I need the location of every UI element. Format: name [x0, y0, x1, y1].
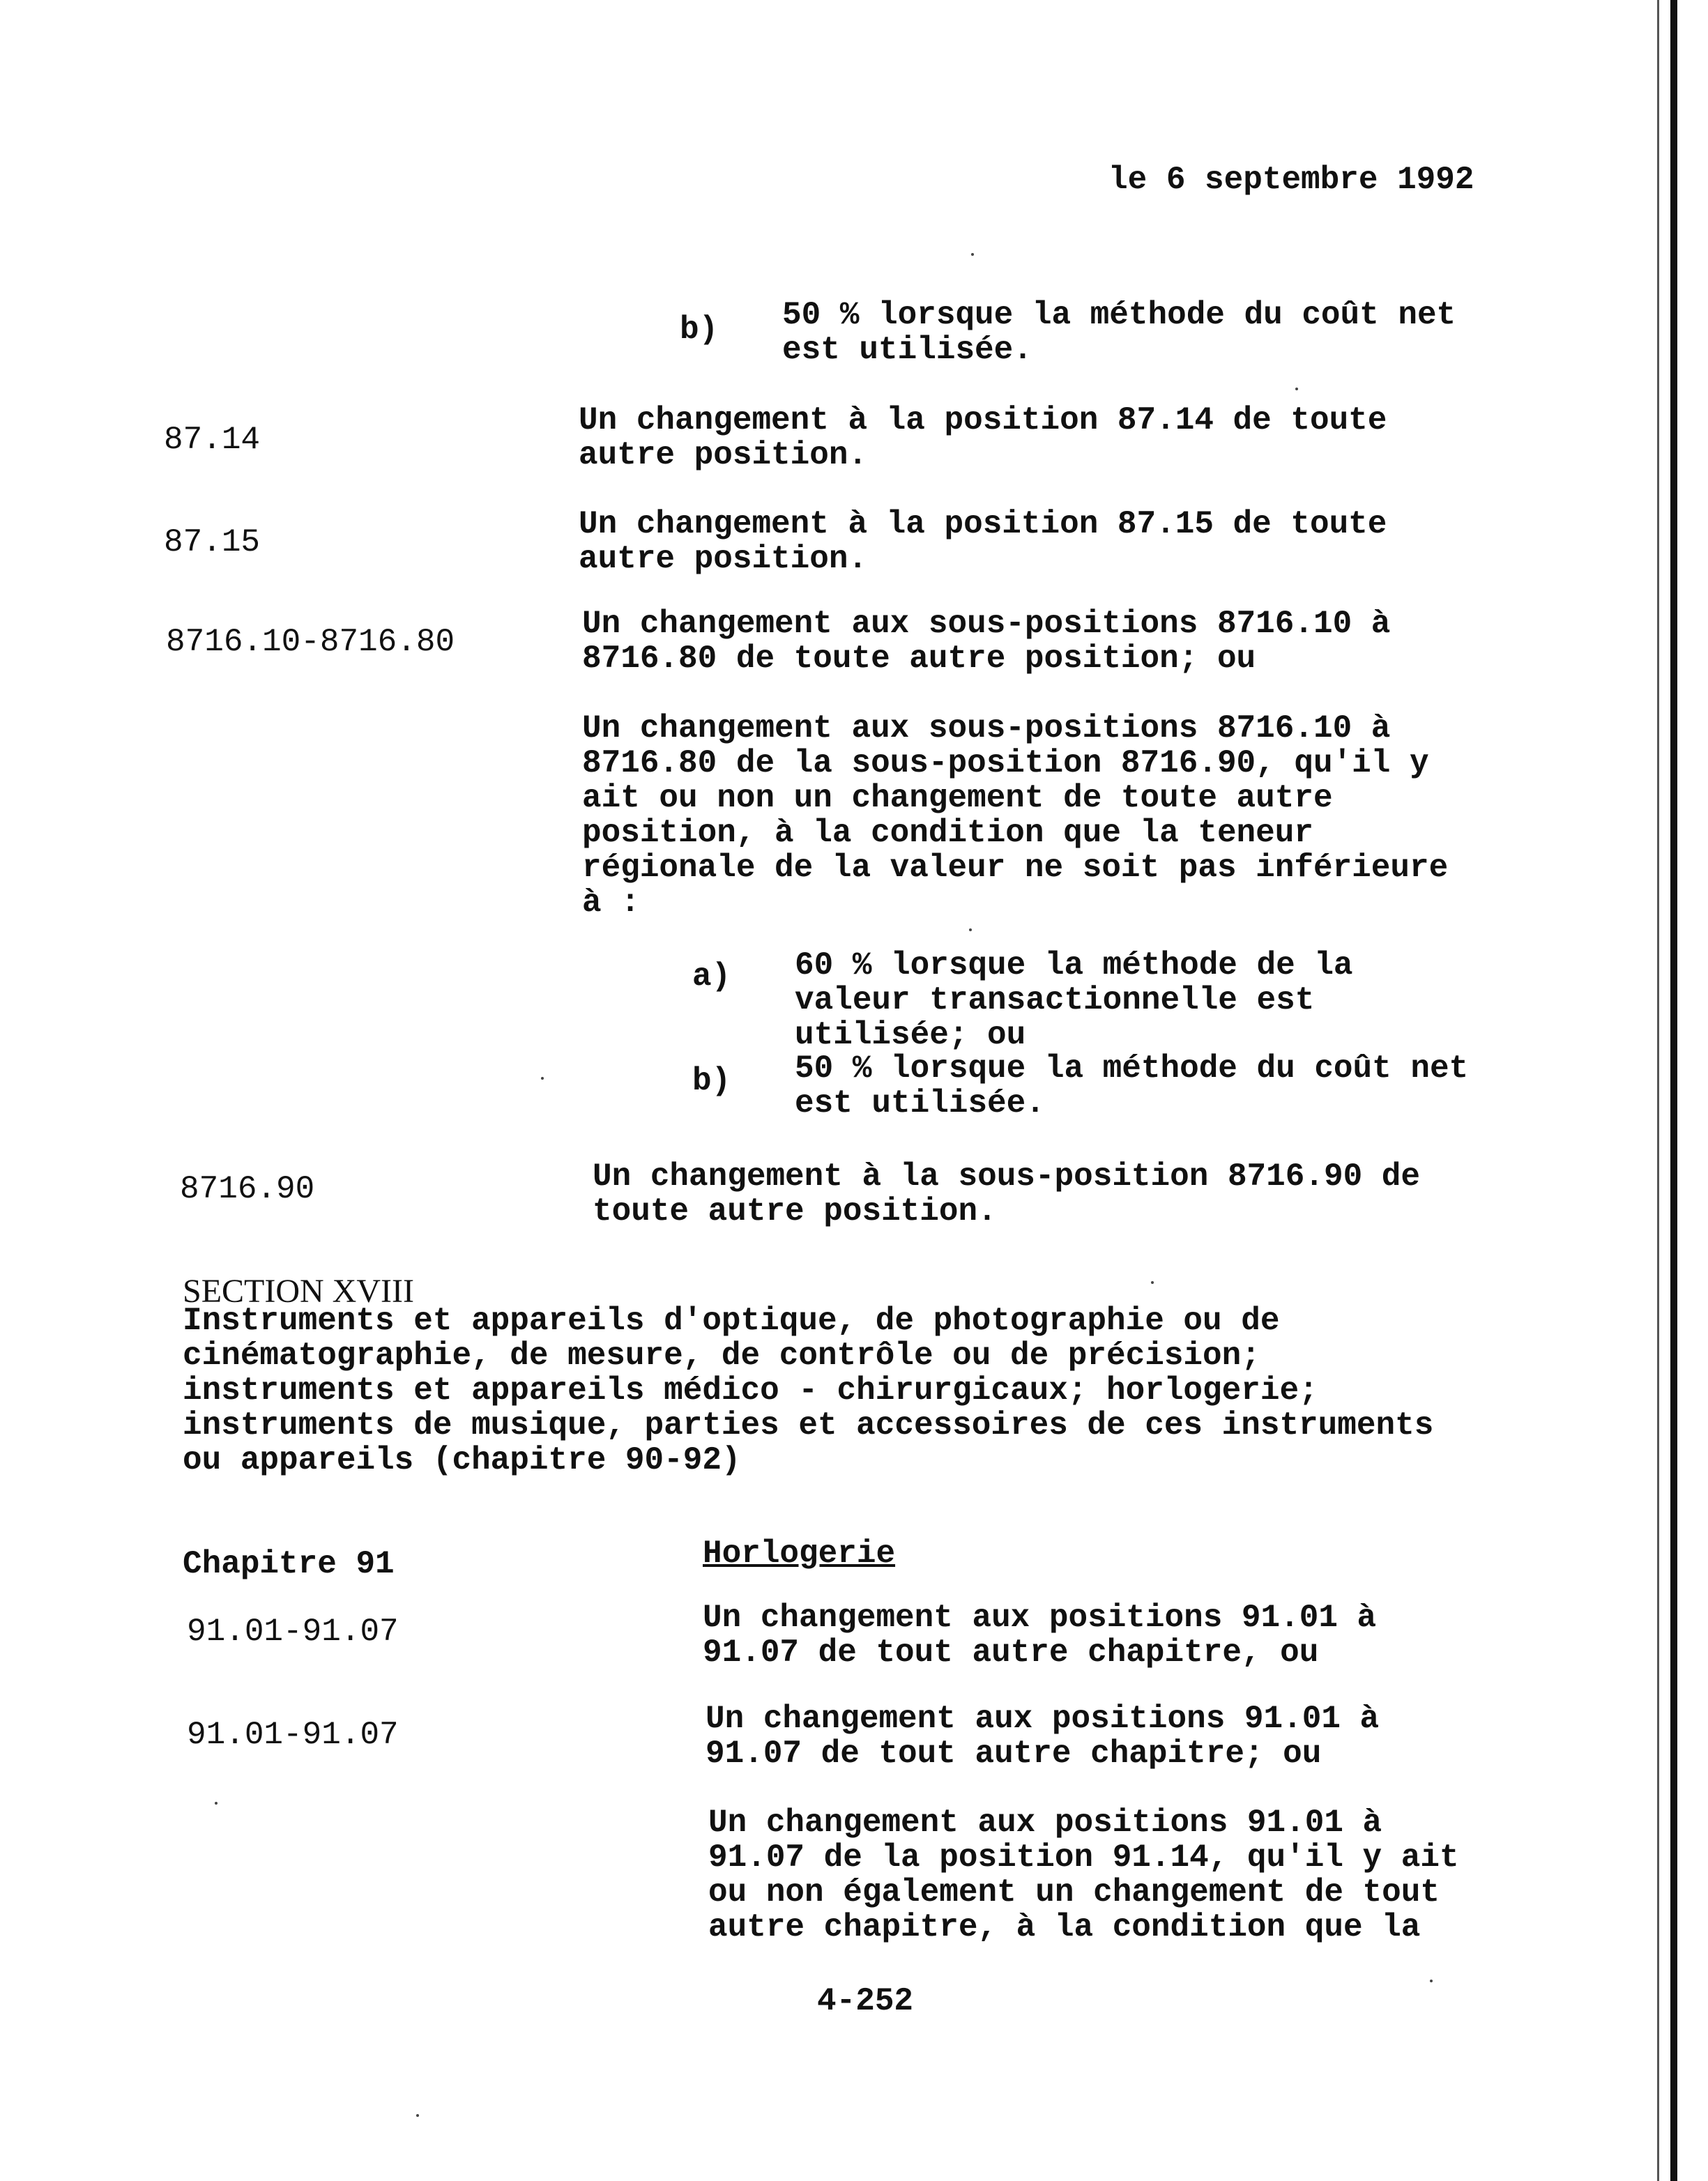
scan-speck: [1151, 1281, 1154, 1284]
rule-text: [708, 1805, 1459, 1945]
rule-text: [579, 403, 1387, 473]
text-line: est utilisée.: [795, 1085, 1045, 1122]
item-marker: a): [692, 958, 731, 995]
rule-text: [579, 507, 1387, 576]
text-line: utilisée; ou: [795, 1017, 1026, 1053]
scan-speck: [971, 253, 974, 256]
scan-edge-line: [1657, 0, 1659, 2181]
tariff-code: 91.01-91.07: [187, 1614, 399, 1650]
text-line: ait ou non un changement de toute autre: [582, 780, 1333, 816]
section-heading: SECTION XVIII: [183, 1273, 414, 1310]
text-line: instruments de musique, parties et accessoires de ces instruments: [183, 1407, 1434, 1444]
text-line: 8716.80 de la sous-position 8716.90, qu'il y: [582, 745, 1429, 781]
text-line: 91.07 de tout autre chapitre, ou: [703, 1635, 1319, 1671]
scan-edge-border: [1670, 0, 1677, 2181]
text-line: Un changement aux positions 91.01 à: [708, 1805, 1382, 1841]
text-line: Un changement aux positions 91.01 à: [703, 1600, 1377, 1636]
tariff-code: 87.15: [164, 524, 261, 560]
text-line: 50 % lorsque la méthode du coût net: [782, 297, 1456, 333]
text-line: Un changement à la sous-position 8716.90 de: [593, 1158, 1420, 1195]
text-line: autre chapitre, à la condition que la: [708, 1909, 1421, 1945]
scan-speck: [416, 2114, 419, 2117]
text-line: toute autre position.: [593, 1193, 997, 1230]
rule-text: [582, 606, 1390, 676]
text-line: instruments et appareils médico - chirurgicaux; horlogerie;: [183, 1372, 1318, 1409]
date-line: le 6 septembre 1992: [1108, 162, 1474, 198]
item-marker: b): [692, 1063, 731, 1099]
chapter-label: Chapitre 91: [183, 1546, 395, 1582]
text-line: Un changement à la position 87.15 de toute: [579, 506, 1387, 542]
scan-speck: [541, 1077, 544, 1080]
text-line: autre position.: [579, 541, 868, 577]
text-line: Un changement à la position 87.14 de toute: [579, 402, 1387, 438]
text-line: 91.07 de la position 91.14, qu'il y ait: [708, 1839, 1459, 1876]
tariff-code: 87.14: [164, 422, 261, 458]
text-line: Un changement aux positions 91.01 à: [706, 1701, 1380, 1737]
text-line: valeur transactionnelle est: [795, 982, 1315, 1018]
text-line: autre position.: [579, 437, 868, 473]
scan-speck: [1295, 388, 1298, 390]
text-line: Instruments et appareils d'optique, de photographie ou de: [183, 1303, 1280, 1339]
item-marker: b): [680, 312, 719, 348]
section-description: [183, 1303, 1433, 1478]
rule-text: [703, 1600, 1376, 1670]
scan-speck: [969, 928, 972, 931]
scan-speck: [1430, 1980, 1433, 1982]
text-line: position, à la condition que la teneur: [582, 815, 1313, 851]
tariff-code: 8716.90: [180, 1171, 315, 1207]
rule-text: [593, 1159, 1420, 1229]
item-text: [795, 1051, 1468, 1121]
tariff-code: 91.01-91.07: [187, 1717, 399, 1753]
text-line: est utilisée.: [782, 332, 1032, 368]
text-line: 91.07 de tout autre chapitre; ou: [706, 1736, 1322, 1772]
text-line: 8716.80 de toute autre position; ou: [582, 641, 1256, 677]
rule-text: [706, 1701, 1379, 1771]
page-number: 4-252: [817, 1983, 914, 2019]
text-line: cinématographie, de mesure, de contrôle ou de précision;: [183, 1338, 1260, 1374]
text-line: Un changement aux sous-positions 8716.10 à: [582, 606, 1391, 642]
text-line: 50 % lorsque la méthode du coût net: [795, 1050, 1469, 1087]
text-line: ou non également un changement de tout: [708, 1874, 1440, 1911]
item-text: [795, 948, 1353, 1053]
item-text: [782, 298, 1456, 367]
text-line: ou appareils (chapitre 90-92): [183, 1442, 741, 1478]
text-line: à :: [582, 885, 640, 921]
text-line: régionale de la valeur ne soit pas inférieure: [582, 850, 1449, 886]
text-line: Un changement aux sous-positions 8716.10 à: [582, 710, 1391, 747]
rule-text: [582, 711, 1448, 920]
chapter-title: Horlogerie: [703, 1536, 896, 1572]
text-line: 60 % lorsque la méthode de la: [795, 947, 1353, 984]
tariff-code: 8716.10-8716.80: [166, 624, 455, 660]
scan-speck: [215, 1802, 218, 1805]
